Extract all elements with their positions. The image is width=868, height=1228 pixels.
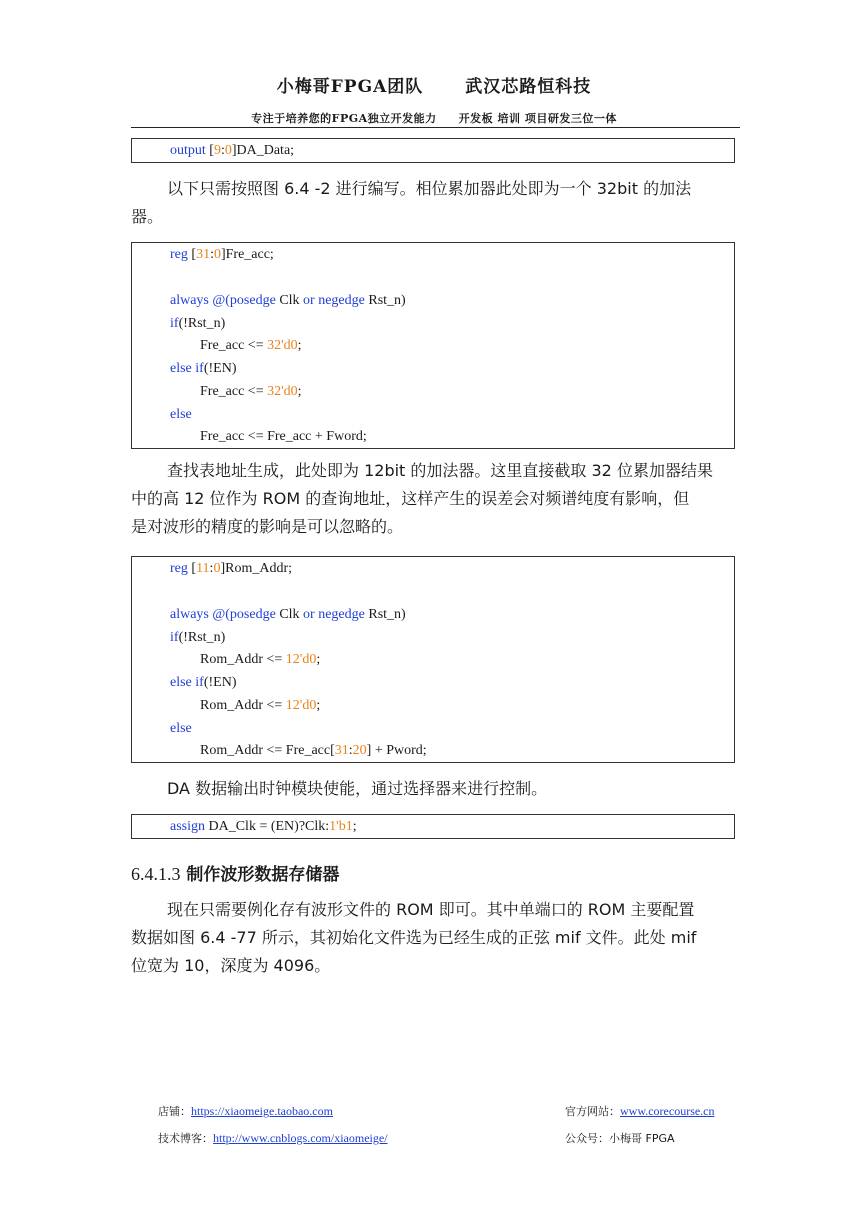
wechat-value: 小梅哥 FPGA <box>609 1132 675 1145</box>
code-line: reg [31:0]Fre_acc; <box>170 247 274 262</box>
company-name: 武汉芯路恒科技 <box>465 77 592 97</box>
header-title <box>0 72 868 97</box>
code-line: Fre_acc <= Fre_acc + Fword; <box>200 429 367 444</box>
code-line: Fre_acc <= 32'd0; <box>200 338 302 353</box>
code-line: else if(!EN) <box>170 361 237 376</box>
footer-wechat <box>565 1130 675 1146</box>
code-line: Fre_acc <= 32'd0; <box>200 384 302 399</box>
wechat-label: 公众号： <box>565 1132 609 1145</box>
code-line: if(!Rst_n) <box>170 316 226 331</box>
code-line: else if(!EN) <box>170 675 237 690</box>
paragraph-da-clock: DA 数据输出时钟模块使能，通过选择器来进行控制。 <box>167 779 548 798</box>
team-name: 小梅哥FPGA团队 <box>276 77 424 97</box>
code-line: else <box>170 407 192 422</box>
header-divider <box>131 127 740 128</box>
shop-label: 店铺： <box>158 1105 191 1118</box>
code-line: Rom_Addr <= 12'd0; <box>200 698 321 713</box>
code-block-assign <box>131 814 735 839</box>
footer-shop <box>158 1103 333 1119</box>
blog-link[interactable]: http://www.cnblogs.com/xiaomeige/ <box>213 1131 388 1145</box>
code-line: always @(posedge Clk or negedge Rst_n) <box>170 293 406 308</box>
section-heading <box>131 860 339 885</box>
footer-site <box>565 1103 715 1119</box>
code-block-output <box>131 138 735 163</box>
code-line: always @(posedge Clk or negedge Rst_n) <box>170 607 406 622</box>
blog-label: 技术博客： <box>158 1132 213 1145</box>
site-label: 官方网站： <box>565 1105 620 1118</box>
header-slogan: 专注于培养您的FPGA独立开发能力 <box>251 112 437 125</box>
paragraph-phase-accumulator: 以下只需按照图 6.4 -2 进行编写。相位累加器此处即为一个 32bit 的加法 器。 <box>131 179 692 226</box>
code-block-rom-addr <box>131 556 735 763</box>
paragraph-rom: 现在只需要例化存有波形文件的 ROM 即可。其中单端口的 ROM 主要配置 数据如图 6.4 -77 所示，其初始化文件选为已经生成的正弦 mif 文件。此处 mif 位宽为 10，深度为 4096。 <box>131 900 697 975</box>
code-line: else <box>170 721 192 736</box>
code-line: if(!Rst_n) <box>170 630 226 645</box>
code-line: assign DA_Clk = (EN)?Clk:1'b1; <box>170 819 357 834</box>
code-block-fre-acc <box>131 242 735 449</box>
code-line: output [9:0]DA_Data; <box>170 143 295 158</box>
code-line: reg [11:0]Rom_Addr; <box>170 561 292 576</box>
code-line: Rom_Addr <= 12'd0; <box>200 652 321 667</box>
header-services: 开发板 培训 项目研发三位一体 <box>458 112 617 125</box>
footer-blog <box>158 1130 388 1146</box>
header-subtitle <box>0 110 868 126</box>
section-number: 6.4.1.3 <box>131 864 181 884</box>
paragraph-lut-address: 查找表地址生成，此处即为 12bit 的加法器。这里直接截取 32 位累加器结果 中的高 12 位作为 ROM 的查询地址，这样产生的误差会对频谱纯度有影响，但 是对波形的精度的影响是可以忽略的。 <box>131 461 713 536</box>
code-line: Rom_Addr <= Fre_acc[31:20] + Pword; <box>200 743 427 758</box>
section-title: 制作波形数据存储器 <box>186 865 340 885</box>
shop-link[interactable]: https://xiaomeige.taobao.com <box>191 1104 333 1118</box>
site-link[interactable]: www.corecourse.cn <box>620 1104 715 1118</box>
